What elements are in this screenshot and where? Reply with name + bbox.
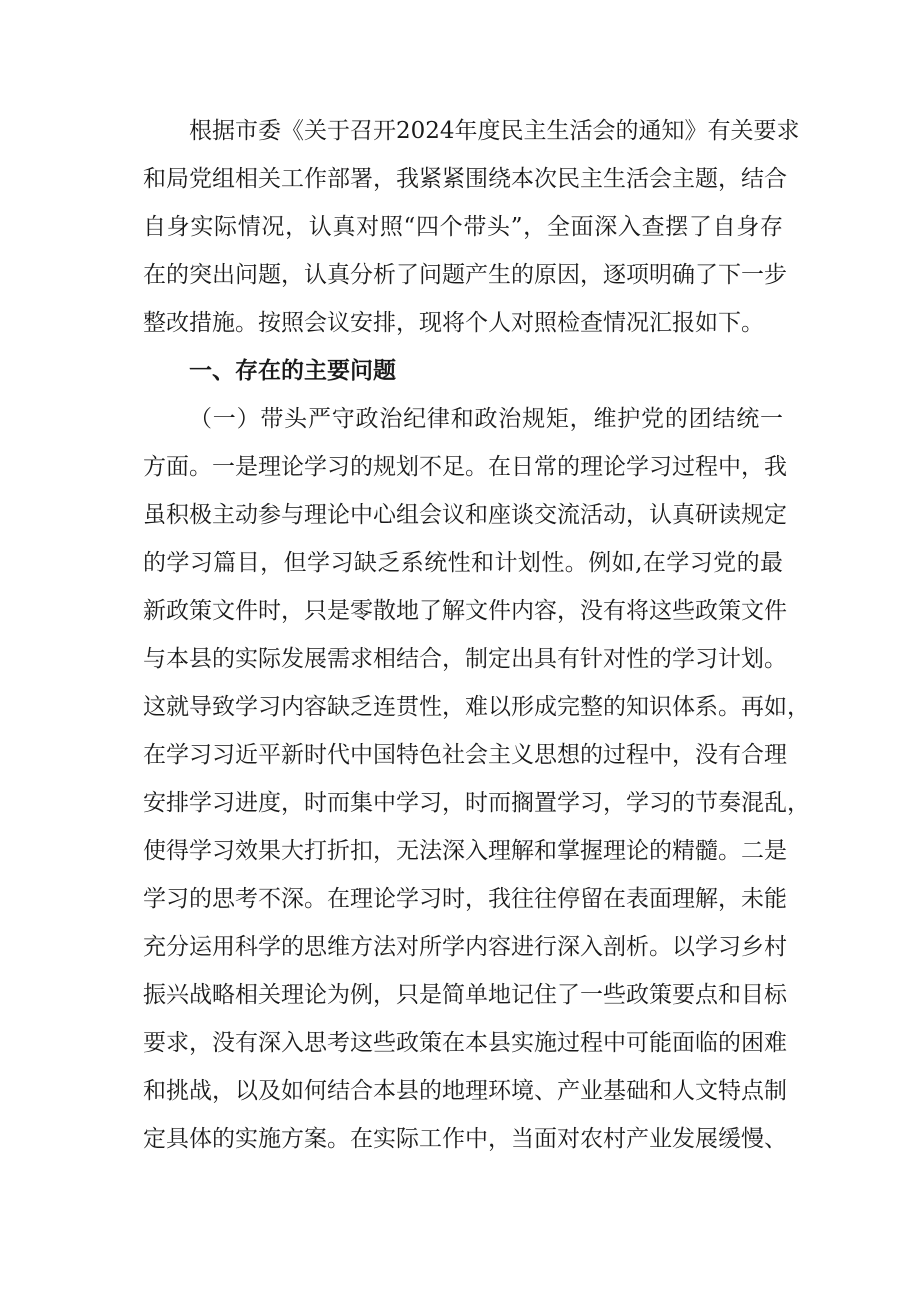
- body-line: （一）带头严守政治纪律和政治规矩，维护党的团结统一: [189, 406, 783, 432]
- intro-line: 整改措施。按照会议安排，现将个人对照检查情况汇报如下。: [143, 310, 764, 336]
- body-line: 充分运用科学的思维方法对所学内容进行深入剖析。以学习乡村: [143, 934, 787, 960]
- body-line: 安排学习进度，时而集中学习，时而搁置学习，学习的节奏混乱，: [143, 790, 810, 816]
- body-line: 虽积极主动参与理论中心组会议和座谈交流活动，认真研读规定: [143, 502, 787, 528]
- body-line: 在学习习近平新时代中国特色社会主义思想的过程中，没有合理: [143, 742, 787, 768]
- body-line: 和挑战，以及如何结合本县的地理环境、产业基础和人文特点制: [143, 1078, 787, 1104]
- body-line: 定具体的实施方案。在实际工作中，当面对农村产业发展缓慢、: [143, 1126, 787, 1152]
- intro-line: 自身实际情况，认真对照“四个带头”，全面深入查摆了自身存: [143, 214, 783, 240]
- body-line: 振兴战略相关理论为例，只是简单地记住了一些政策要点和目标: [143, 982, 787, 1008]
- intro-line: 根据市委《关于召开2024年度民主生活会的通知》有关要求: [189, 118, 800, 144]
- section-heading: 一、存在的主要问题: [189, 358, 396, 384]
- body-line: 要求，没有深入思考这些政策在本县实施过程中可能面临的困难: [143, 1030, 787, 1056]
- body-line: 新政策文件时，只是零散地了解文件内容，没有将这些政策文件: [143, 598, 787, 624]
- body-line: 这就导致学习内容缺乏连贯性，难以形成完整的知识体系。再如，: [143, 694, 810, 720]
- body-line: 使得学习效果大打折扣，无法深入理解和掌握理论的精髓。二是: [143, 838, 787, 864]
- body-line: 学习的思考不深。在理论学习时，我往往停留在表面理解，未能: [143, 886, 787, 912]
- body-line: 与本县的实际发展需求相结合，制定出具有针对性的学习计划。: [143, 646, 787, 672]
- body-line: 方面。一是理论学习的规划不足。在日常的理论学习过程中，我: [143, 454, 787, 480]
- document-body: [143, 107, 810, 1163]
- intro-line: 和局党组相关工作部署，我紧紧围绕本次民主生活会主题，结合: [143, 166, 787, 192]
- intro-line: 在的突出问题，认真分析了问题产生的原因，逐项明确了下一步: [143, 262, 787, 288]
- body-line: 的学习篇目，但学习缺乏系统性和计划性。例如,在学习党的最: [143, 550, 783, 576]
